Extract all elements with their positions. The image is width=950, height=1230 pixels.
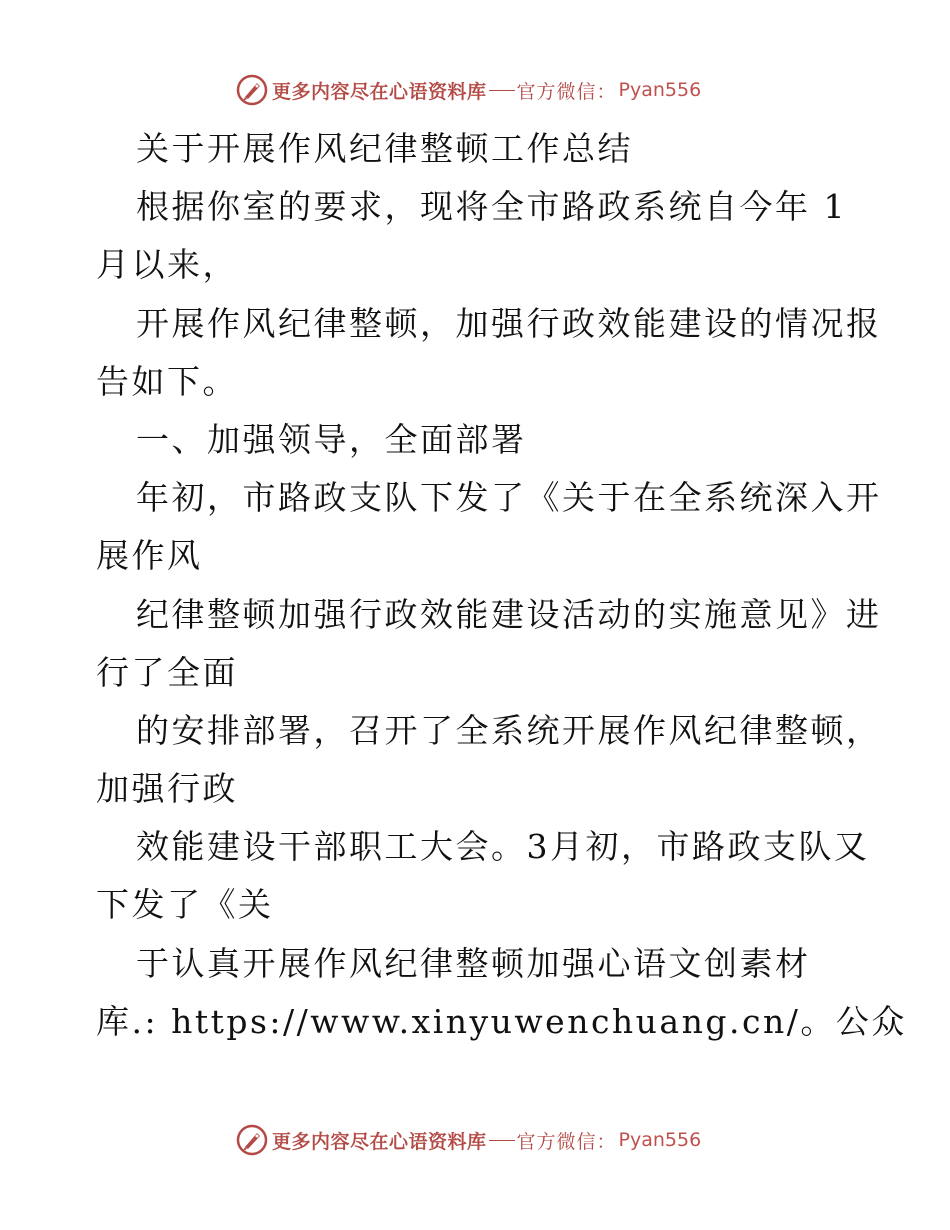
watermark-separator [489, 90, 515, 91]
document-line: 根据你室的要求，现将全市路政系统自今年 1 [136, 187, 847, 227]
watermark-text: 更多内容尽在心语资料库 [272, 1130, 487, 1153]
document-line: 于认真开展作风纪律整顿加强心语文创素材 [136, 943, 811, 983]
watermark-wechat-label: 官方微信： [516, 80, 617, 103]
document-line: 下发了《关 [96, 885, 274, 925]
document-line: 月以来， [96, 245, 238, 285]
fountain-pen-logo-icon [236, 1124, 268, 1156]
document-line: 加强行政 [96, 769, 238, 809]
document-line: 行了全面 [96, 652, 238, 692]
document-line: 纪律整顿加强行政效能建设活动的实施意见》进 [136, 594, 882, 634]
watermark-separator [489, 1140, 515, 1141]
fountain-pen-logo-icon [236, 74, 268, 106]
footer-watermark [236, 1122, 701, 1158]
watermark-wechat-id: Pyan556 [618, 1129, 702, 1151]
document-line: 的安排部署，召开了全系统开展作风纪律整顿， [136, 710, 882, 750]
watermark-wechat-id: Pyan556 [618, 79, 702, 101]
document-line: 一、加强领导，全面部署 [136, 419, 527, 459]
watermark-text: 更多内容尽在心语资料库 [272, 80, 487, 103]
document-line: 告如下。 [96, 361, 238, 401]
watermark-wechat-label: 官方微信： [516, 1130, 617, 1153]
document-body [96, 120, 907, 1051]
document-line: 效能建设干部职工大会。3月初，市路政支队又 [136, 827, 870, 867]
document-line: 开展作风纪律整顿，加强行政效能建设的情况报 [136, 303, 882, 343]
document-line: 库.: https://www.xinyuwenchuang.cn/。公众 [96, 1001, 907, 1041]
document-line: 展作风 [96, 536, 203, 576]
document-line: 年初，市路政支队下发了《关于在全系统深入开 [136, 478, 882, 518]
header-watermark [236, 72, 701, 108]
document-line: 关于开展作风纪律整顿工作总结 [136, 129, 633, 168]
